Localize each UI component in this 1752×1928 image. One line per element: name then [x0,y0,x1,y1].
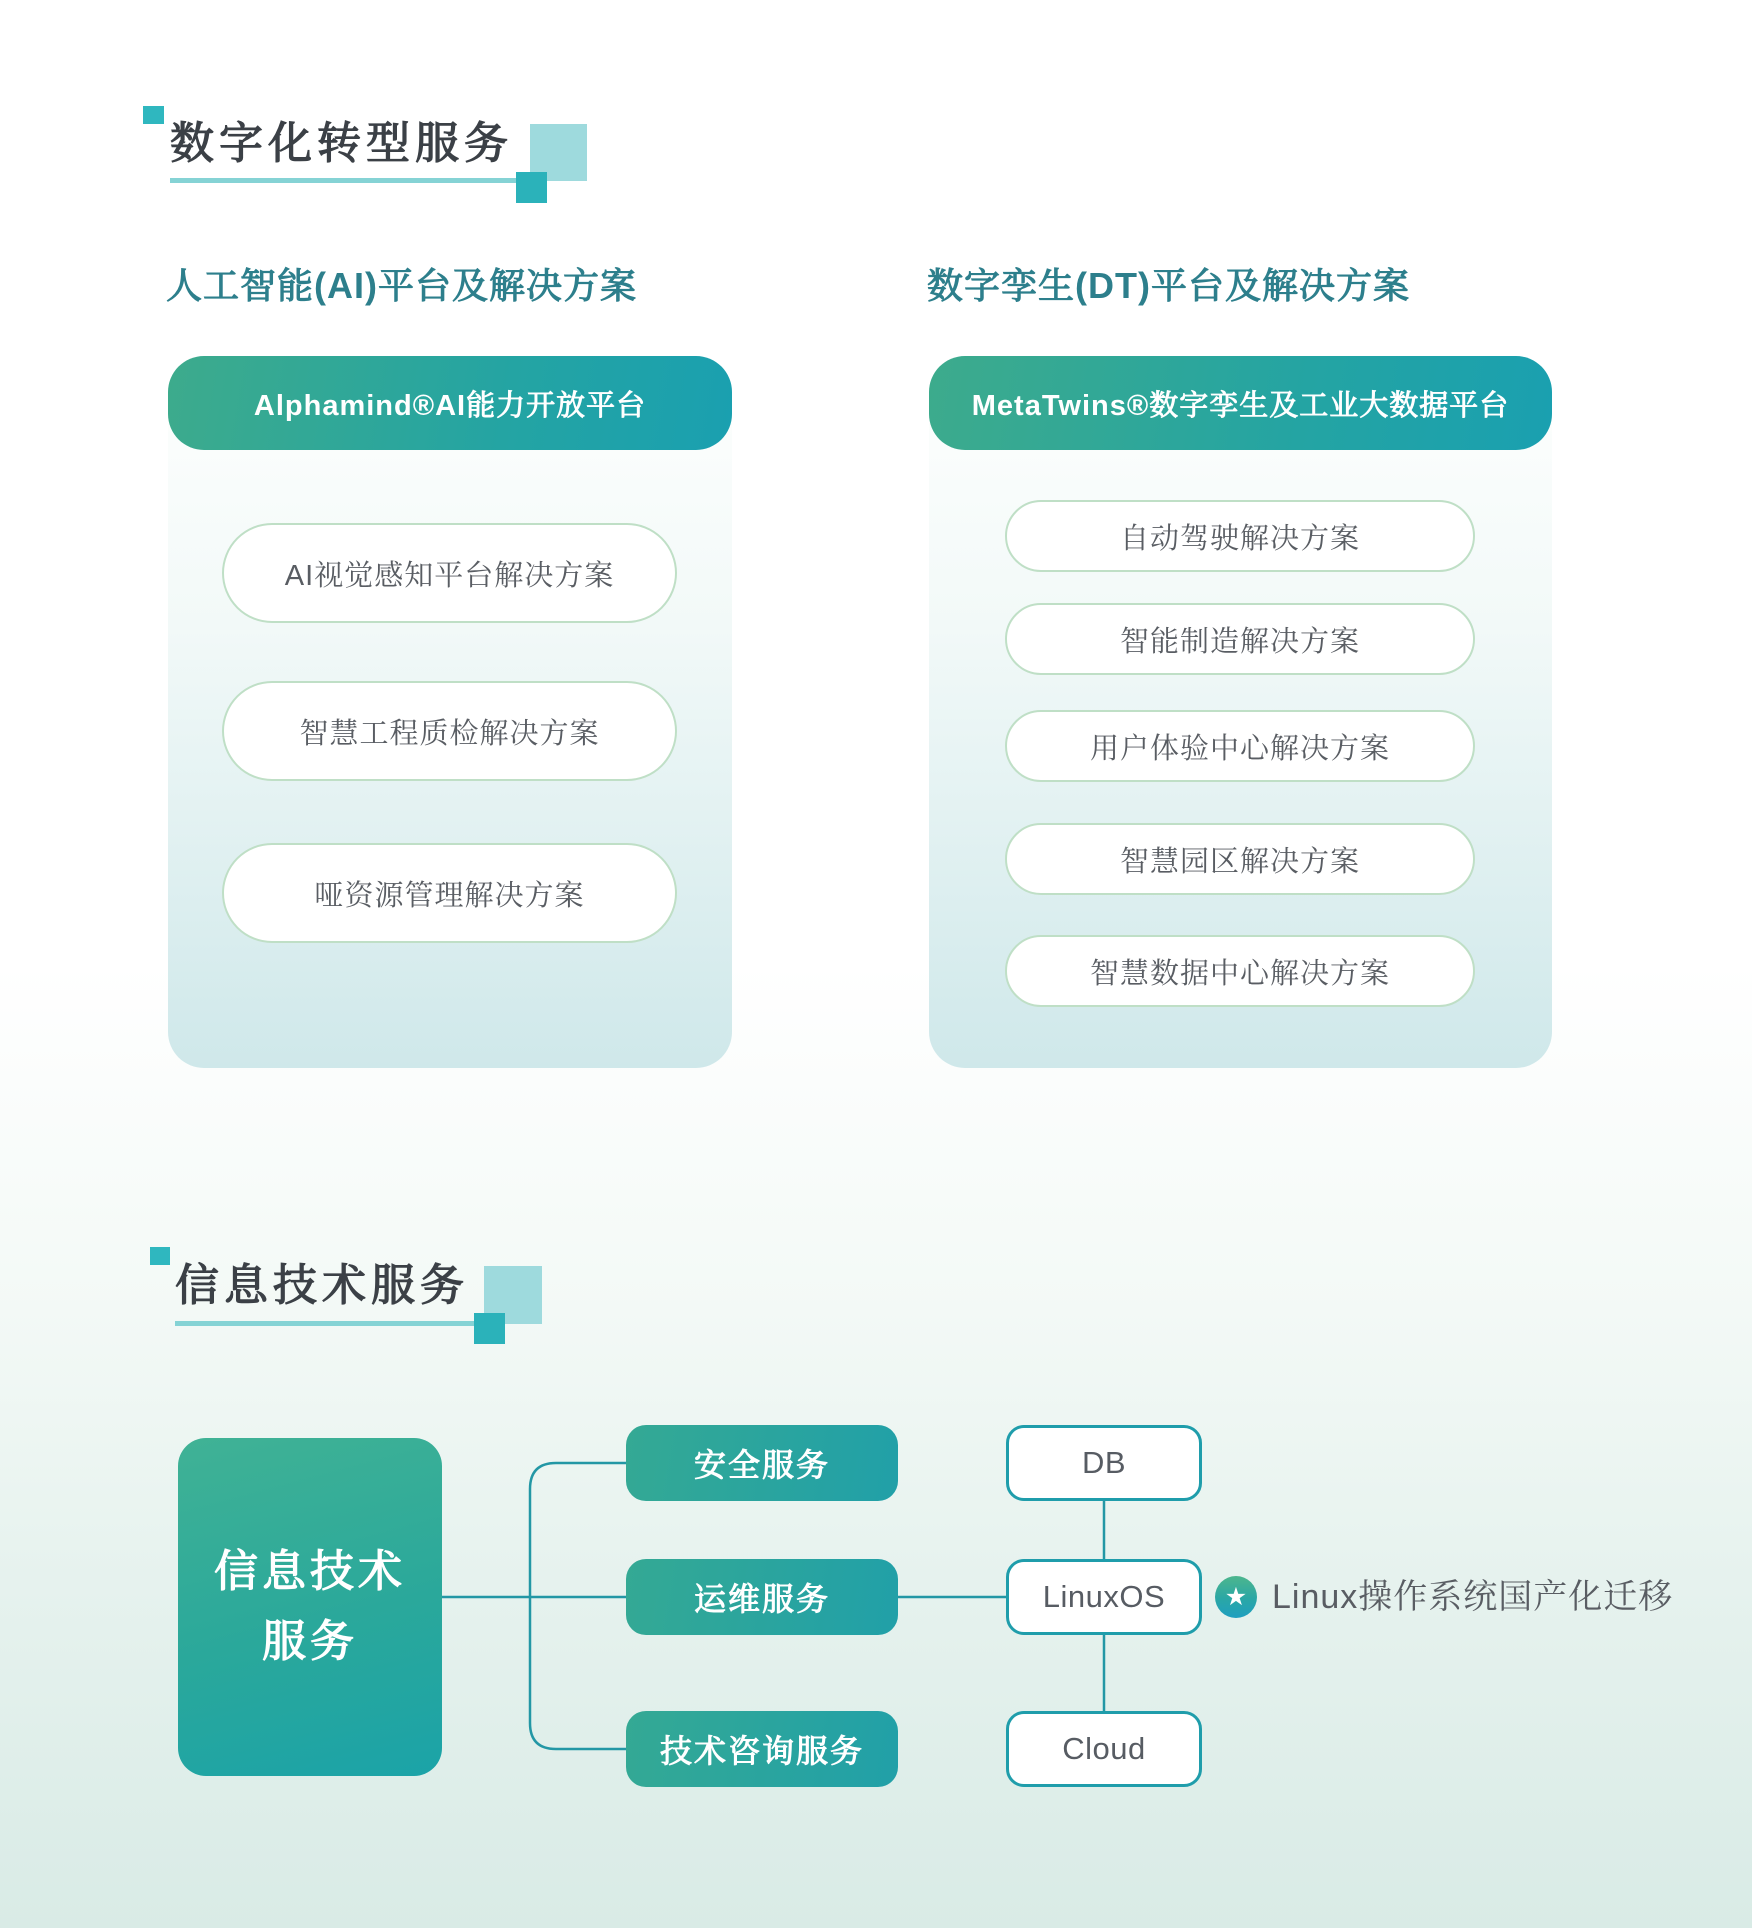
root-node-line1: 信息技术 [214,1547,406,1596]
section2-title: 信息技术服务 [175,1261,469,1310]
ai-solution-pill: AI视觉感知平台解决方案 [222,523,677,623]
dt-column-title: 数字孪生(DT)平台及解决方案 [927,265,1410,306]
dt-solution-pill: 智慧园区解决方案 [1005,823,1475,895]
ai-column-title: 人工智能(AI)平台及解决方案 [166,265,637,306]
tech-node-cloud: Cloud [1006,1711,1202,1787]
accent-square-small-icon [150,1247,170,1265]
dt-solution-pill: 自动驾驶解决方案 [1005,500,1475,572]
dt-solution-pill: 智慧数据中心解决方案 [1005,935,1475,1007]
section1-title: 数字化转型服务 [170,119,513,168]
tech-node-db: DB [1006,1425,1202,1501]
ai-solution-pill: 哑资源管理解决方案 [222,843,677,943]
it-services-root-node [178,1438,442,1776]
star-glyph: ★ [1224,1582,1248,1611]
section2-underline [175,1321,475,1326]
dt-card-header: MetaTwins®数字孪生及工业大数据平台 [929,356,1552,450]
accent-square-dark-icon [516,172,547,203]
tech-node-linuxos: LinuxOS [1006,1559,1202,1635]
linux-migration-label: Linux操作系统国产化迁移 [1272,1578,1674,1616]
accent-square-small-icon [143,106,164,124]
dt-solution-pill: 智能制造解决方案 [1005,603,1475,675]
dt-platform-card [929,356,1552,1068]
star-icon [1215,1576,1257,1618]
ai-card-header: Alphamind®AI能力开放平台 [168,356,732,450]
dt-solution-pill: 用户体验中心解决方案 [1005,710,1475,782]
section1-underline [170,178,547,183]
root-node-line2: 服务 [262,1617,358,1666]
service-node-security: 安全服务 [626,1425,898,1501]
service-node-operations: 运维服务 [626,1559,898,1635]
ai-platform-card [168,356,732,1068]
accent-square-dark-icon [474,1313,505,1344]
ai-solution-pill: 智慧工程质检解决方案 [222,681,677,781]
service-node-consulting: 技术咨询服务 [626,1711,898,1787]
